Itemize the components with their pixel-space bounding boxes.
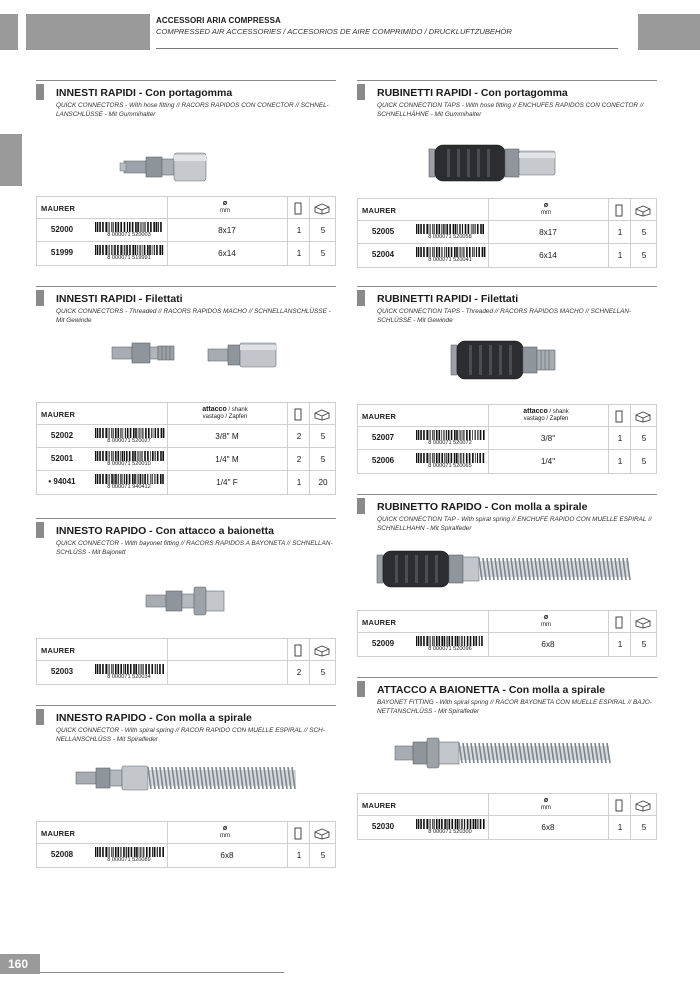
diameter-value: 8x17 xyxy=(218,226,236,235)
barcode: 8 000071 520003 xyxy=(93,222,165,239)
shank-header: attacco / shank vastago / Zapfen xyxy=(202,406,248,420)
section-rubinetto-molla xyxy=(357,494,657,652)
section-marker xyxy=(36,84,44,100)
section-marker xyxy=(357,290,365,306)
section-title: INNESTI RAPIDI - Con portagomma xyxy=(56,87,233,99)
barcode: 8 000071 940412 xyxy=(93,474,165,491)
section-description: QUICK CONNECTOR - With bayonet fitting // RACORS RAPIDOS A BAYONETA // SCHNELLAN-SCHLÜSS - Mit Bajonett xyxy=(56,540,333,556)
table-row xyxy=(37,425,335,448)
section-description: QUICK CONNECTORS - With hose fitting // RACORS RAPIDOS CON CONECTOR // SCHNEL-LANSCHLÜSSE - Mit Gummihalter xyxy=(56,102,329,118)
table-row xyxy=(37,219,335,242)
diameter-value: 6x8 xyxy=(541,823,555,832)
page-subtitle: COMPRESSED AIR ACCESSORIES / ACCESORIOS DE AIRE COMPRIMIDO / DRUCKLUFTZUBEHÖR xyxy=(156,27,512,36)
qty-single: 2 xyxy=(296,455,302,464)
side-tab xyxy=(0,134,22,186)
shank-value: 1/4" F xyxy=(216,478,238,487)
product-table xyxy=(357,610,657,657)
qty-single: 1 xyxy=(617,457,623,466)
diameter-value: 6x14 xyxy=(218,249,236,258)
table-row xyxy=(358,221,656,244)
qty-box: 5 xyxy=(641,434,647,443)
product-table xyxy=(36,821,336,868)
header-block-left xyxy=(0,14,18,50)
qty-single: 1 xyxy=(617,823,623,832)
barcode: 8 000071 520096 xyxy=(414,636,486,653)
box-icon xyxy=(313,827,331,840)
table-row xyxy=(358,816,656,839)
table-row xyxy=(358,633,656,656)
section-description: BAYONET FITTING - With spiral spring // RACOR BAYONETA CON MUELLE ESPIRAL // BAJO-NETTANSCHLÜSS - Mit Spiralfeder xyxy=(377,699,652,715)
brand-logo: MAURER xyxy=(41,410,76,419)
footer-divider xyxy=(40,972,284,973)
diameter-header: ø mm xyxy=(220,200,230,214)
qty-single: 1 xyxy=(296,249,302,258)
product-code: 52002 xyxy=(50,431,74,440)
section-description: QUICK CONNECTION TAP - With spiral spring // ENCHUFE RAPIDO CON MUELLE ESPIRAL // SCHNELLHAHN - Mit Spiralfeder xyxy=(377,516,652,532)
product-table xyxy=(357,793,657,840)
product-code: 52004 xyxy=(371,250,395,259)
qty-box: 5 xyxy=(641,228,647,237)
table-row xyxy=(37,471,335,494)
product-code: 52008 xyxy=(50,850,74,859)
section-marker xyxy=(357,681,365,697)
diameter-header: ø mm xyxy=(220,825,230,839)
product-image xyxy=(357,533,657,605)
section-marker xyxy=(357,498,365,514)
page-title: ACCESSORI ARIA COMPRESSA xyxy=(156,16,281,25)
product-table xyxy=(36,638,336,685)
barcode: 8 000071 520058 xyxy=(414,224,486,241)
product-image xyxy=(357,119,657,199)
table-row xyxy=(37,448,335,471)
qty-single: 1 xyxy=(617,251,623,260)
qty-box: 5 xyxy=(641,823,647,832)
product-table xyxy=(36,196,336,266)
product-table xyxy=(357,198,657,268)
section-marker xyxy=(36,290,44,306)
product-image xyxy=(357,716,657,788)
section-description: QUICK CONNECTORS - Threaded // RACORS RAPIDOS MACHO // SCHNELLANSCHLÜSSE - Mit Gewinde xyxy=(56,308,331,324)
section-rubinetti-filettati xyxy=(357,286,657,469)
qty-single: 1 xyxy=(617,228,623,237)
table-row xyxy=(358,450,656,473)
brand-logo: MAURER xyxy=(41,646,76,655)
barcode: 8 000071 520010 xyxy=(93,451,165,468)
product-code: 52001 xyxy=(50,454,74,463)
section-innesto-molla xyxy=(36,705,336,863)
barcode: 8 000071 520041 xyxy=(414,247,486,264)
box-icon xyxy=(634,799,652,812)
header-block-right xyxy=(638,14,700,50)
box-icon xyxy=(634,616,652,629)
header-block-middle xyxy=(26,14,150,50)
barcode: 8 000071 520065 xyxy=(414,453,486,470)
product-table xyxy=(36,402,336,495)
brand-logo: MAURER xyxy=(362,618,397,627)
box-icon xyxy=(634,410,652,423)
section-description: QUICK CONNECTION TAPS - Threaded // RACORS RAPIDOS MACHO // SCHNELLAN-SCHLÜSSE - Mit Gewinde xyxy=(377,308,632,324)
product-image xyxy=(36,325,336,405)
product-image xyxy=(36,119,336,199)
section-marker xyxy=(357,84,365,100)
brand-logo: MAURER xyxy=(41,829,76,838)
brand-logo: MAURER xyxy=(362,801,397,810)
box-icon xyxy=(313,408,331,421)
section-title: INNESTI RAPIDI - Filettati xyxy=(56,293,183,305)
section-innesto-baionetta xyxy=(36,518,336,680)
brand-logo: MAURER xyxy=(362,206,397,215)
box-icon xyxy=(313,202,331,215)
product-image xyxy=(36,744,336,814)
shank-value: 3/8" M xyxy=(215,432,239,441)
qty-single: 2 xyxy=(296,432,302,441)
product-code: 52003 xyxy=(50,667,74,676)
single-piece-icon xyxy=(293,827,303,840)
qty-box: 5 xyxy=(320,432,326,441)
product-code: • 94041 xyxy=(48,477,76,486)
qty-box: 5 xyxy=(320,455,326,464)
section-title: INNESTO RAPIDO - Con molla a spirale xyxy=(56,712,252,724)
shank-value: 1/4" M xyxy=(215,455,239,464)
section-description: QUICK CONNECTOR - With spiral spring // RACOR RAPIDO CON MUELLE ESPIRAL // SCH-NELLANSCHLÜSS - Mit Spiralfeder xyxy=(56,727,325,743)
section-attacco-baionetta-molla xyxy=(357,677,657,835)
table-row xyxy=(37,242,335,265)
single-piece-icon xyxy=(614,204,624,217)
qty-single: 1 xyxy=(296,226,302,235)
qty-box: 5 xyxy=(320,249,326,258)
table-row xyxy=(37,844,335,867)
qty-box: 5 xyxy=(320,226,326,235)
qty-box: 5 xyxy=(320,851,326,860)
qty-single: 1 xyxy=(617,640,623,649)
qty-box: 5 xyxy=(320,668,326,677)
shank-header: attacco / shank vastago / Zapfen xyxy=(523,408,569,422)
product-code: 52000 xyxy=(50,225,74,234)
barcode: 8 000071 519991 xyxy=(93,245,165,262)
section-title: RUBINETTO RAPIDO - Con molla a spirale xyxy=(377,501,588,513)
product-code: 52005 xyxy=(371,227,395,236)
single-piece-icon xyxy=(293,644,303,657)
qty-single: 1 xyxy=(296,478,302,487)
section-innesti-filettati xyxy=(36,286,336,490)
barcode: 8 000071 520300 xyxy=(414,819,486,836)
qty-box: 20 xyxy=(318,478,328,487)
shank-value: 3/8" xyxy=(540,434,556,443)
barcode: 8 000071 520034 xyxy=(93,664,165,681)
box-icon xyxy=(313,644,331,657)
section-title: INNESTO RAPIDO - Con attacco a baionetta xyxy=(56,525,275,537)
diameter-header: ø mm xyxy=(541,202,551,216)
diameter-value: 6x14 xyxy=(539,251,557,260)
single-piece-icon xyxy=(293,202,303,215)
product-code: 52006 xyxy=(371,456,395,465)
section-marker xyxy=(36,709,44,725)
barcode: 8 000071 520089 xyxy=(93,847,165,864)
section-title: RUBINETTI RAPIDI - Filettati xyxy=(377,293,519,305)
section-title: RUBINETTI RAPIDI - Con portagomma xyxy=(377,87,568,99)
single-piece-icon xyxy=(614,616,624,629)
diameter-value: 8x17 xyxy=(539,228,557,237)
product-code: 52030 xyxy=(371,822,395,831)
table-row xyxy=(358,427,656,450)
brand-logo: MAURER xyxy=(362,412,397,421)
product-code: 52007 xyxy=(371,433,395,442)
product-code: 52009 xyxy=(371,639,395,648)
page-number: 160 xyxy=(0,954,40,974)
brand-logo: MAURER xyxy=(41,204,76,213)
section-title: ATTACCO A BAIONETTA - Con molla a spirale xyxy=(377,684,606,696)
diameter-value: 6x8 xyxy=(220,851,234,860)
barcode: 8 000071 520072 xyxy=(414,430,486,447)
table-row xyxy=(358,244,656,267)
product-table xyxy=(357,404,657,474)
header-divider xyxy=(156,48,618,49)
product-image xyxy=(357,325,657,405)
barcode: 8 000071 520027 xyxy=(93,428,165,445)
section-rubinetti-portagomma xyxy=(357,80,657,263)
table-row xyxy=(37,661,335,684)
shank-value: 1/4" xyxy=(540,457,556,466)
single-piece-icon xyxy=(614,799,624,812)
qty-single: 2 xyxy=(296,668,302,677)
product-image xyxy=(36,557,336,631)
single-piece-icon xyxy=(293,408,303,421)
qty-single: 1 xyxy=(296,851,302,860)
qty-box: 5 xyxy=(641,457,647,466)
section-marker xyxy=(36,522,44,538)
product-code: 51999 xyxy=(50,248,74,257)
single-piece-icon xyxy=(614,410,624,423)
section-description: QUICK CONNECTION TAPS - With hose fitting // ENCHUFES RAPIDOS CON CONECTOR // SCHNELLHÄHNE - Mit Gummihalter xyxy=(377,102,644,118)
box-icon xyxy=(634,204,652,217)
qty-box: 5 xyxy=(641,640,647,649)
diameter-value: 6x8 xyxy=(541,640,555,649)
qty-single: 1 xyxy=(617,434,623,443)
diameter-header: ø mm xyxy=(541,614,551,628)
qty-box: 5 xyxy=(641,251,647,260)
diameter-header: ø mm xyxy=(541,797,551,811)
section-innesti-portagomma xyxy=(36,80,336,261)
